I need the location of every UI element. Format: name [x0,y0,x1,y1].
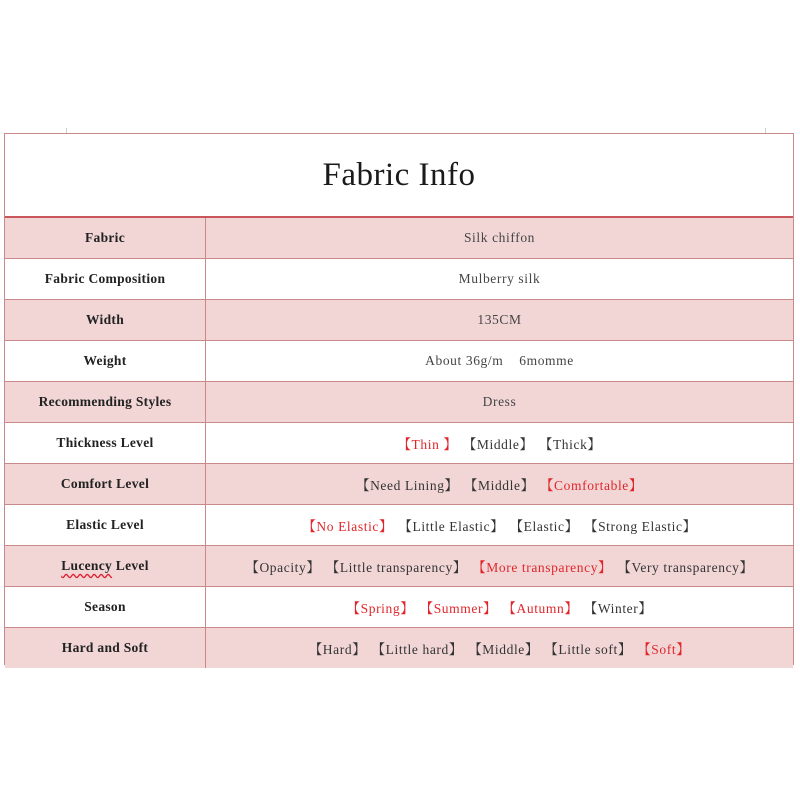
row-label [5,300,206,341]
option: 【Middle】 [469,437,534,452]
page-title: Fabric Info [322,156,476,193]
option-selected: 【Spring】 [346,601,415,616]
table-row [5,300,793,341]
row-label-text: Fabric [84,230,126,245]
table-row [5,505,793,546]
table-row [5,382,793,423]
option-selected: 【No Elastic】 [302,519,394,534]
option-selected: 【Soft】 [643,642,691,657]
row-value-text: Dress [482,394,517,409]
row-label-text: Elastic Level [66,517,144,532]
option: 【Need Lining】 [355,478,459,493]
row-label-text: Width [85,312,125,327]
row-value [206,382,794,423]
row-label-text: Thickness Level [56,435,154,450]
row-value [206,259,794,300]
option: 【Little transparency】 [332,560,467,575]
table-row [5,546,793,587]
row-value [206,628,794,669]
option: 【Very transparency】 [624,560,754,575]
option: 【Middle】 [474,642,540,657]
table-row [5,218,793,259]
fabric-info-card [4,133,794,665]
option: 【Winter】 [590,601,653,616]
row-label-text: Recommending Styles [38,394,172,409]
table-row [5,628,793,669]
row-label-text: Weight [83,353,127,368]
option-selected: 【Summer】 [426,601,498,616]
row-label [5,218,206,259]
option: 【Strong Elastic】 [590,519,697,534]
table-row [5,259,793,300]
row-value [206,300,794,341]
row-label-text: Comfort Level [60,476,150,491]
table-row [5,587,793,628]
row-label [5,546,206,587]
row-label [5,341,206,382]
row-label [5,628,206,669]
option: 【Thick】 [545,437,602,452]
row-value-text: 135CM [477,312,522,327]
row-label [5,587,206,628]
option: 【Little soft】 [551,642,632,657]
option: 【Little hard】 [378,642,463,657]
row-value [206,464,794,505]
row-label-text: Hard and Soft [61,640,149,655]
row-label [5,464,206,505]
option-selected: 【Comfortable】 [546,478,643,493]
row-label-text: Lucency Level [61,558,149,573]
row-label [5,505,206,546]
option: 【Opacity】 [245,560,321,575]
option: 【Hard】 [308,642,367,657]
table-row [5,464,793,505]
row-label-text: Season [84,599,126,614]
row-label [5,382,206,423]
table-row [5,423,793,464]
row-value [206,505,794,546]
option: 【Elastic】 [516,519,579,534]
row-label-text: Fabric Composition [44,271,166,286]
row-value [206,218,794,259]
row-value-text: About 36g/m 6momme [425,353,574,368]
row-label [5,259,206,300]
row-value [206,423,794,464]
row-value-text: Silk chiffon [463,230,536,245]
table-row [5,341,793,382]
option: 【Little Elastic】 [405,519,505,534]
row-value [206,546,794,587]
row-value [206,341,794,382]
option-selected: 【Autumn】 [509,601,579,616]
row-value-text: Mulberry silk [458,271,541,286]
option: 【Middle】 [470,478,535,493]
row-value [206,587,794,628]
option-selected: 【More transparency】 [478,560,613,575]
fabric-info-table [5,218,793,668]
title-row [5,134,793,218]
option-selected: 【Thin 】 [397,437,458,452]
row-label [5,423,206,464]
